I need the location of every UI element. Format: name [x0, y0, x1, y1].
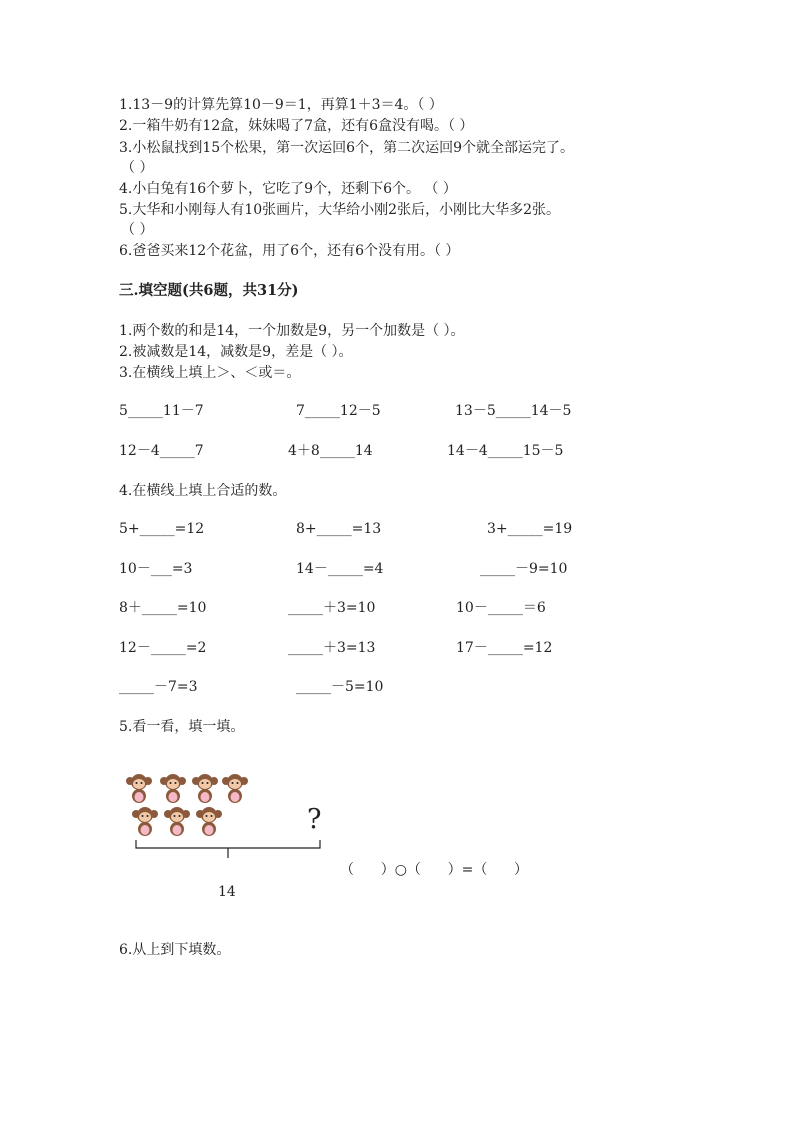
judge-item-6: 6.爸爸买来12个花盆，用了6个，还有6个没有用。（ ）	[119, 243, 460, 259]
monkey-icon	[162, 805, 192, 837]
monkey-icon	[194, 805, 224, 837]
fill-item-2: 2.被减数是14，减数是9，差是（ ）。	[119, 344, 353, 360]
blank-1-1: 5+_____=12	[119, 521, 205, 537]
monkey-icon	[190, 772, 220, 804]
item-4-title: 4.在横线上填上合适的数。	[119, 483, 287, 499]
blank-4-3: 17－_____=12	[456, 640, 553, 656]
compare-2-1: 12－4_____7	[119, 443, 204, 459]
blank-2-3: _____－9=10	[480, 561, 568, 577]
compare-1-3: 13－5_____14－5	[455, 403, 572, 419]
judge-item-3: 3.小松鼠找到15个松果，第一次运回6个，第二次运回9个就全部运完了。	[119, 140, 574, 156]
blank-1-2: 8+_____=13	[296, 521, 382, 537]
fill-item-3: 3.在横线上填上＞、＜或＝。	[119, 365, 301, 381]
blank-5-1: _____－7=3	[119, 679, 198, 695]
judge-item-5-paren: （ ）	[121, 222, 154, 238]
blank-3-2: _____＋3=10	[288, 600, 376, 616]
compare-2-3: 14－4_____15－5	[447, 443, 564, 459]
blank-1-3: 3+_____=19	[487, 521, 573, 537]
blank-2-1: 10－___=3	[119, 561, 193, 577]
monkey-icon	[130, 805, 160, 837]
monkey-icon	[124, 772, 154, 804]
judge-item-4: 4.小白兔有16个萝卜，它吃了9个，还剩下6个。 （ ）	[119, 181, 457, 197]
total-label: 14	[218, 884, 236, 900]
blank-2-2: 14－_____=4	[296, 561, 384, 577]
judge-item-2: 2.一箱牛奶有12盒，妹妹喝了7盒，还有6盒没有喝。（ ）	[119, 118, 474, 134]
judge-item-5: 5.大华和小刚每人有10张画片，大华给小刚2张后，小刚比大华多2张。	[119, 202, 560, 218]
compare-2-2: 4＋8_____14	[288, 443, 373, 459]
total-brace	[134, 838, 322, 862]
judge-item-3-paren: （ ）	[121, 160, 154, 176]
monkey-group	[124, 772, 264, 838]
monkey-icon	[158, 772, 188, 804]
question-mark: ?	[307, 804, 322, 835]
compare-1-2: 7_____12－5	[296, 403, 381, 419]
blank-4-2: _____＋3=13	[288, 640, 376, 656]
item-5-equation: （ ）○（ ）=（ ）	[340, 862, 529, 878]
blank-3-1: 8＋_____=10	[119, 600, 207, 616]
item-5-title: 5.看一看，填一填。	[119, 719, 245, 735]
blank-4-1: 12－_____=2	[119, 640, 207, 656]
compare-1-1: 5_____11－7	[119, 403, 204, 419]
blank-3-3: 10－_____＝6	[456, 600, 546, 616]
judge-item-1: 1.13－9的计算先算10－9＝1，再算1＋3＝4。（ ）	[119, 97, 443, 113]
section-3-title: 三.填空题(共6题，共31分)	[119, 282, 299, 299]
fill-item-1: 1.两个数的和是14，一个加数是9，另一个加数是（ ）。	[119, 323, 465, 339]
item-6-title: 6.从上到下填数。	[119, 942, 231, 958]
blank-5-2: _____－5=10	[296, 679, 384, 695]
monkey-icon	[220, 772, 250, 804]
